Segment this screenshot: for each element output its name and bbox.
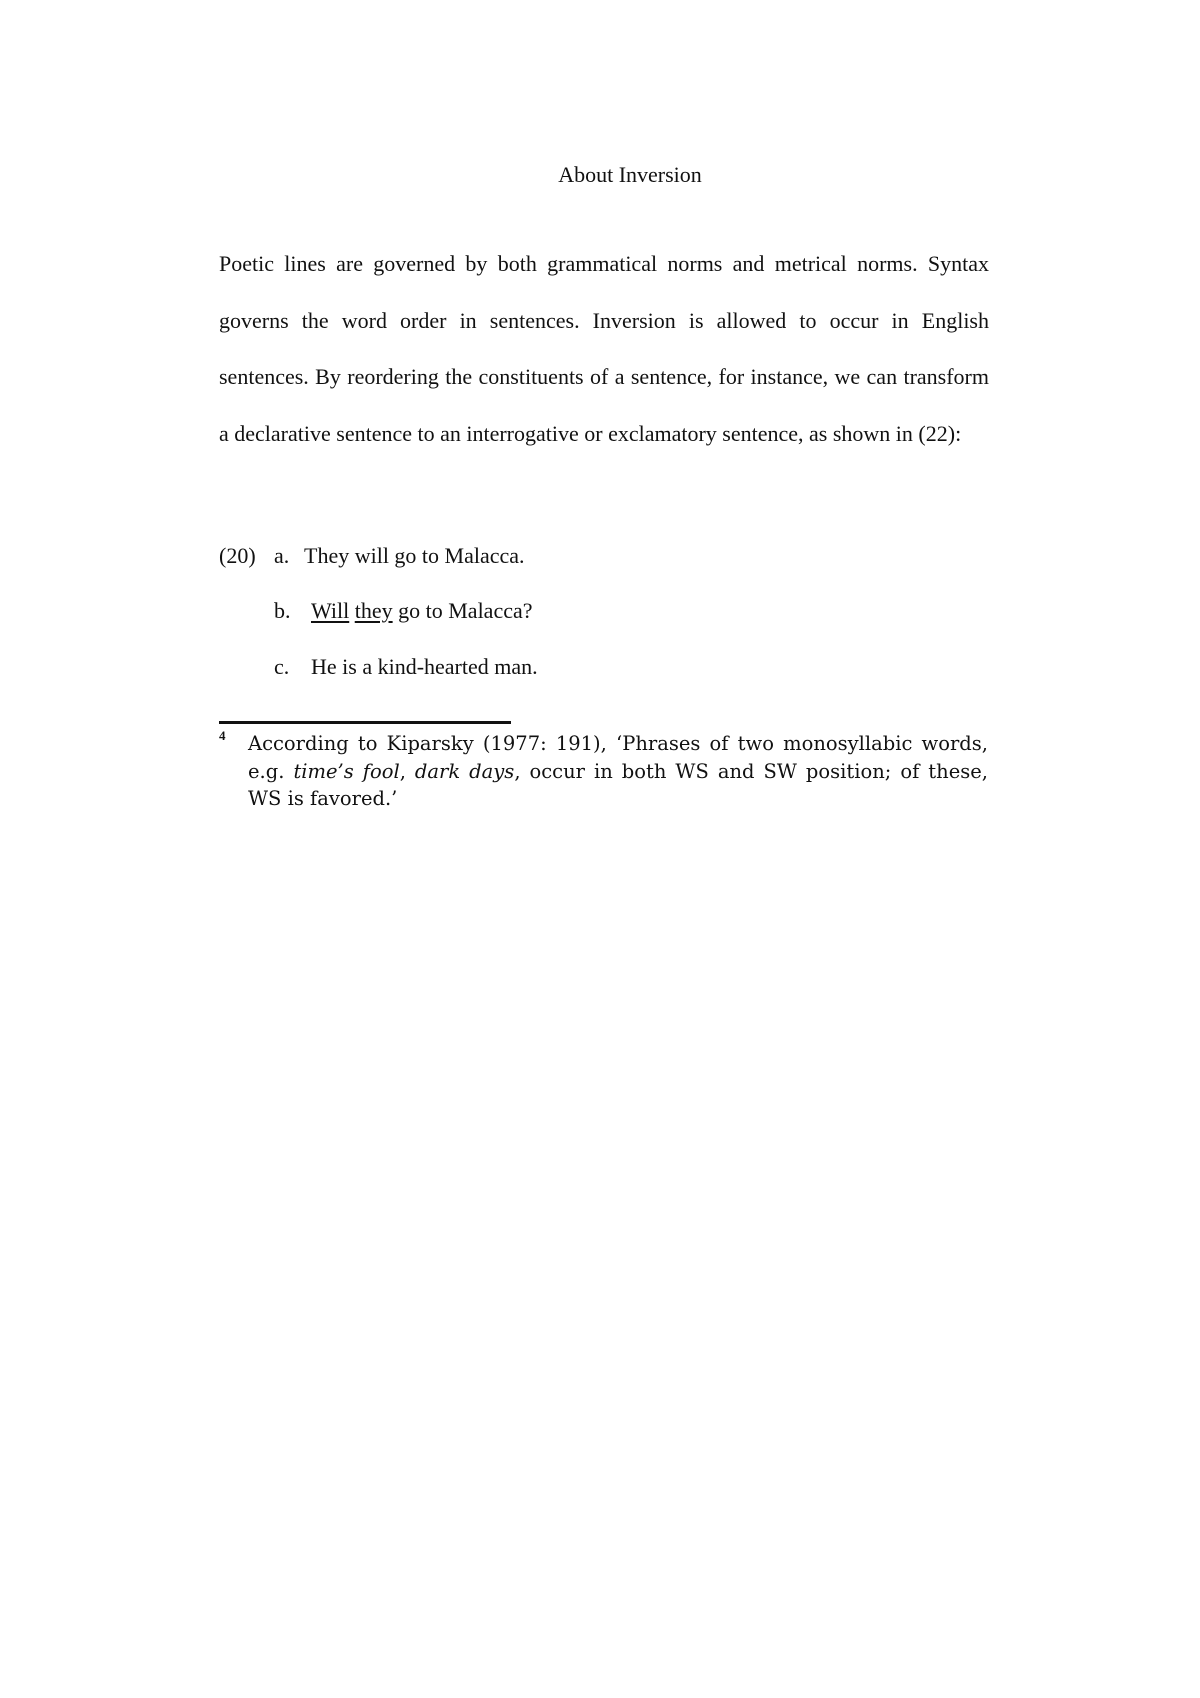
- underlined-word-will: Will: [311, 598, 350, 623]
- footnote-text: [248, 730, 988, 813]
- example-number: (20): [219, 543, 256, 568]
- example-letter-c: c.: [274, 654, 290, 679]
- sentence-b-rest: go to Malacca?: [392, 598, 533, 623]
- footnote-separator: [219, 721, 511, 724]
- example-letter-a: a.: [274, 543, 290, 568]
- footnote-part-2: , occur in both WS and SW position; of these, WS is favored.’: [248, 759, 988, 810]
- footnote-italic-2: dark days: [414, 759, 515, 783]
- underlined-word-they: they: [354, 598, 393, 623]
- footnote-italic-1: time’s fool: [293, 759, 400, 783]
- footnote-mark: 4: [219, 728, 226, 743]
- example-sentence-b: [311, 596, 533, 626]
- footnote-separator-text: ,: [399, 759, 415, 783]
- body-paragraph: Poetic lines are governed by both grammatical norms and metrical norms. Syntax governs the word order in sentences. Inversion is allowed to occur in English sentences. By reordering the constituents of a sentence, for instance, we can transform a declarative sentence to an interrogative or exclamatory sentence, as shown in (22):: [219, 251, 989, 446]
- page-title: About Inversion: [558, 162, 702, 187]
- example-sentence-c: He is a kind-hearted man.: [311, 654, 538, 679]
- example-letter-b: b.: [274, 598, 291, 623]
- example-sentence-a: They will go to Malacca.: [304, 543, 525, 568]
- footnote-part-1: According to Kiparsky (1977: 191), ‘Phrases of two monosyllabic words, e.g.: [248, 732, 988, 783]
